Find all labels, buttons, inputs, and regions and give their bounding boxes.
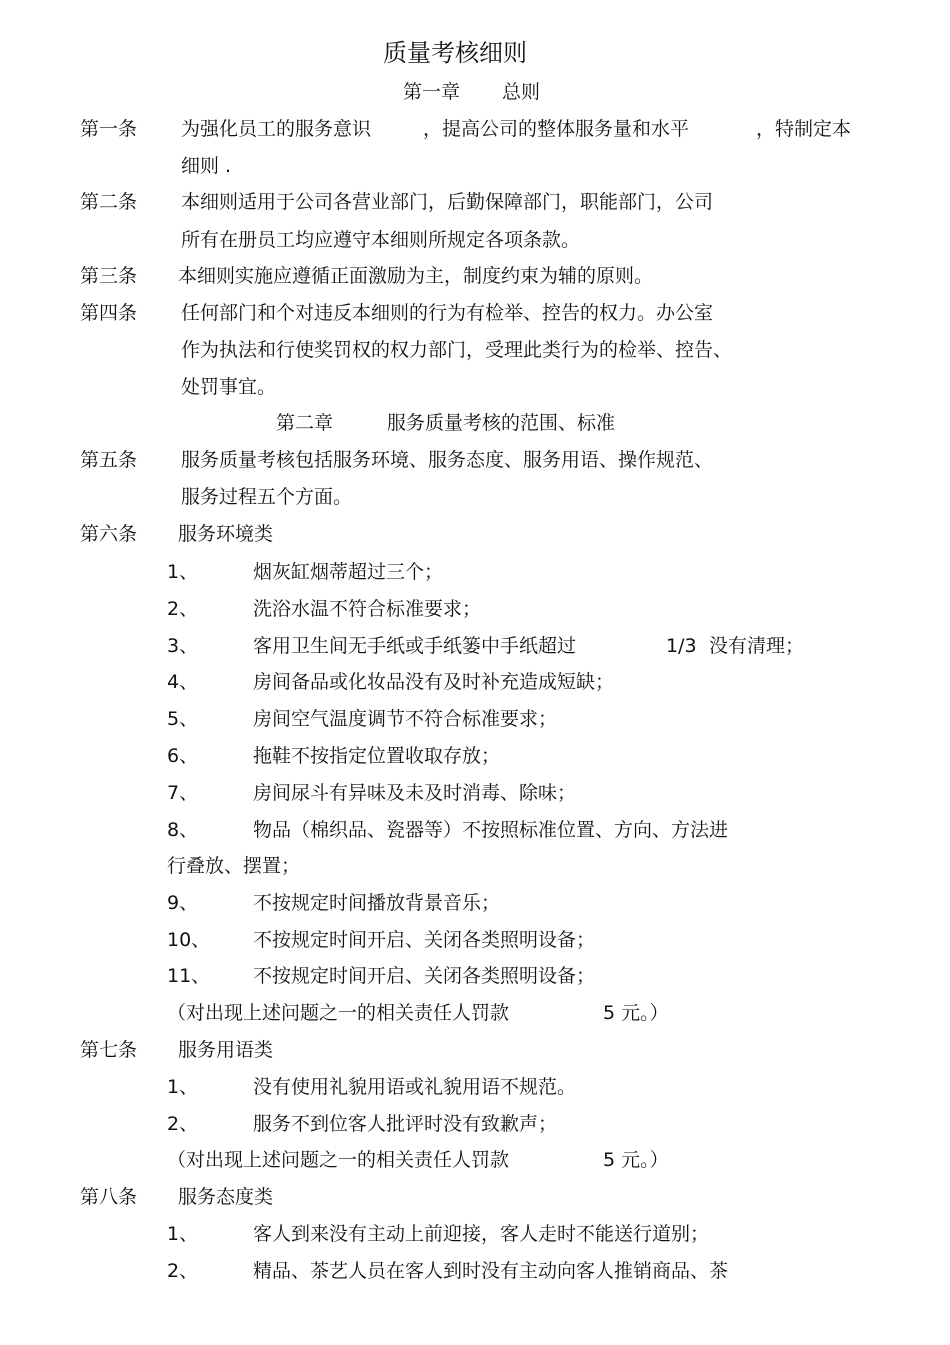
article-1-text: 细则 . bbox=[181, 155, 232, 177]
list-item-text: 房间备品或化妆品没有及时补充造成短缺； bbox=[253, 671, 615, 693]
article-1-text: ，提高公司的整体服务量和水平 bbox=[423, 118, 690, 140]
list-item-number: 7、 bbox=[167, 782, 199, 804]
list-item-number: 9、 bbox=[167, 892, 199, 914]
article-5-label: 第五条 bbox=[80, 449, 138, 471]
penalty-amount: 5 元。） bbox=[603, 1149, 669, 1171]
chapter-1-label: 第一章 bbox=[403, 81, 461, 103]
list-item-number: 10、 bbox=[167, 929, 211, 951]
list-item-text: 客人到来没有主动上前迎接，客人走时不能送行道别； bbox=[253, 1223, 710, 1245]
list-item-text: 没有使用礼貌用语或礼貌用语不规范。 bbox=[253, 1076, 577, 1098]
chapter-2-label: 第二章 bbox=[276, 412, 334, 434]
chapter-1-name: 总则 bbox=[502, 81, 541, 103]
article-6-heading: 服务环境类 bbox=[178, 523, 274, 545]
article-8-heading: 服务态度类 bbox=[178, 1186, 274, 1208]
list-item-number: 11、 bbox=[167, 965, 211, 987]
list-item-text: 行叠放、摆置； bbox=[167, 855, 301, 877]
list-item-number: 4、 bbox=[167, 671, 199, 693]
list-item-number: 2、 bbox=[167, 598, 199, 620]
article-8-label: 第八条 bbox=[80, 1186, 138, 1208]
list-item-number: 3、 bbox=[167, 635, 199, 657]
list-item-text: 洗浴水温不符合标准要求； bbox=[253, 598, 482, 620]
list-item-text: 不按规定时间播放背景音乐； bbox=[253, 892, 501, 914]
article-4-label: 第四条 bbox=[80, 302, 138, 324]
article-4-text: 任何部门和个对违反本细则的行为有检举、控告的权力。办公室 bbox=[181, 302, 714, 324]
list-item-text: 不按规定时间开启、关闭各类照明设备； bbox=[253, 965, 596, 987]
article-3-label: 第三条 bbox=[80, 265, 138, 287]
list-item-fraction: 1/3 bbox=[666, 635, 697, 657]
list-item-number: 2、 bbox=[167, 1113, 199, 1135]
article-2-text: 本细则适用于公司各营业部门，后勤保障部门，职能部门，公司 bbox=[181, 191, 714, 213]
article-7-label: 第七条 bbox=[80, 1039, 138, 1061]
list-item-text: 服务不到位客人批评时没有致歉声； bbox=[253, 1113, 558, 1135]
list-item-text: 拖鞋不按指定位置收取存放； bbox=[253, 745, 501, 767]
list-item-text: 客用卫生间无手纸或手纸篓中手纸超过 bbox=[253, 635, 577, 657]
article-2-text: 所有在册员工均应遵守本细则所规定各项条款。 bbox=[181, 229, 581, 251]
list-item-text: 物品（棉织品、瓷器等）不按照标准位置、方向、方法进 bbox=[253, 819, 729, 841]
list-item-number: 8、 bbox=[167, 819, 199, 841]
article-7-heading: 服务用语类 bbox=[178, 1039, 274, 1061]
list-item-number: 1、 bbox=[167, 561, 199, 583]
article-2-label: 第二条 bbox=[80, 191, 138, 213]
penalty-note: （对出现上述问题之一的相关责任人罚款 bbox=[167, 1149, 510, 1171]
article-5-text: 服务过程五个方面。 bbox=[181, 486, 353, 508]
article-1-text: ，特制定本 bbox=[756, 118, 852, 140]
article-1-label: 第一条 bbox=[80, 118, 138, 140]
document-title: 质量考核细则 bbox=[383, 39, 527, 67]
list-item-number: 5、 bbox=[167, 708, 199, 730]
list-item-text: 没有清理； bbox=[709, 635, 805, 657]
list-item-number: 6、 bbox=[167, 745, 199, 767]
article-6-label: 第六条 bbox=[80, 523, 138, 545]
article-4-text: 处罚事宜。 bbox=[181, 376, 277, 398]
article-5-text: 服务质量考核包括服务环境、服务态度、服务用语、操作规范、 bbox=[181, 449, 714, 471]
chapter-2-name: 服务质量考核的范围、标准 bbox=[387, 412, 616, 434]
list-item-text: 烟灰缸烟蒂超过三个； bbox=[253, 561, 444, 583]
list-item-number: 2、 bbox=[167, 1260, 199, 1282]
list-item-text: 房间空气温度调节不符合标准要求； bbox=[253, 708, 558, 730]
article-3-text: 本细则实施应遵循正面激励为主，制度约束为辅的原则。 bbox=[178, 265, 654, 287]
list-item-text: 不按规定时间开启、关闭各类照明设备； bbox=[253, 929, 596, 951]
list-item-text: 精品、茶艺人员在客人到时没有主动向客人推销商品、茶 bbox=[253, 1260, 729, 1282]
penalty-note: （对出现上述问题之一的相关责任人罚款 bbox=[167, 1002, 510, 1024]
list-item-number: 1、 bbox=[167, 1223, 199, 1245]
article-1-text: 为强化员工的服务意识 bbox=[181, 118, 372, 140]
penalty-amount: 5 元。） bbox=[603, 1002, 669, 1024]
article-4-text: 作为执法和行使奖罚权的权力部门，受理此类行为的检举、控告、 bbox=[181, 339, 733, 361]
list-item-text: 房间尿斗有异味及未及时消毒、除味； bbox=[253, 782, 577, 804]
list-item-number: 1、 bbox=[167, 1076, 199, 1098]
